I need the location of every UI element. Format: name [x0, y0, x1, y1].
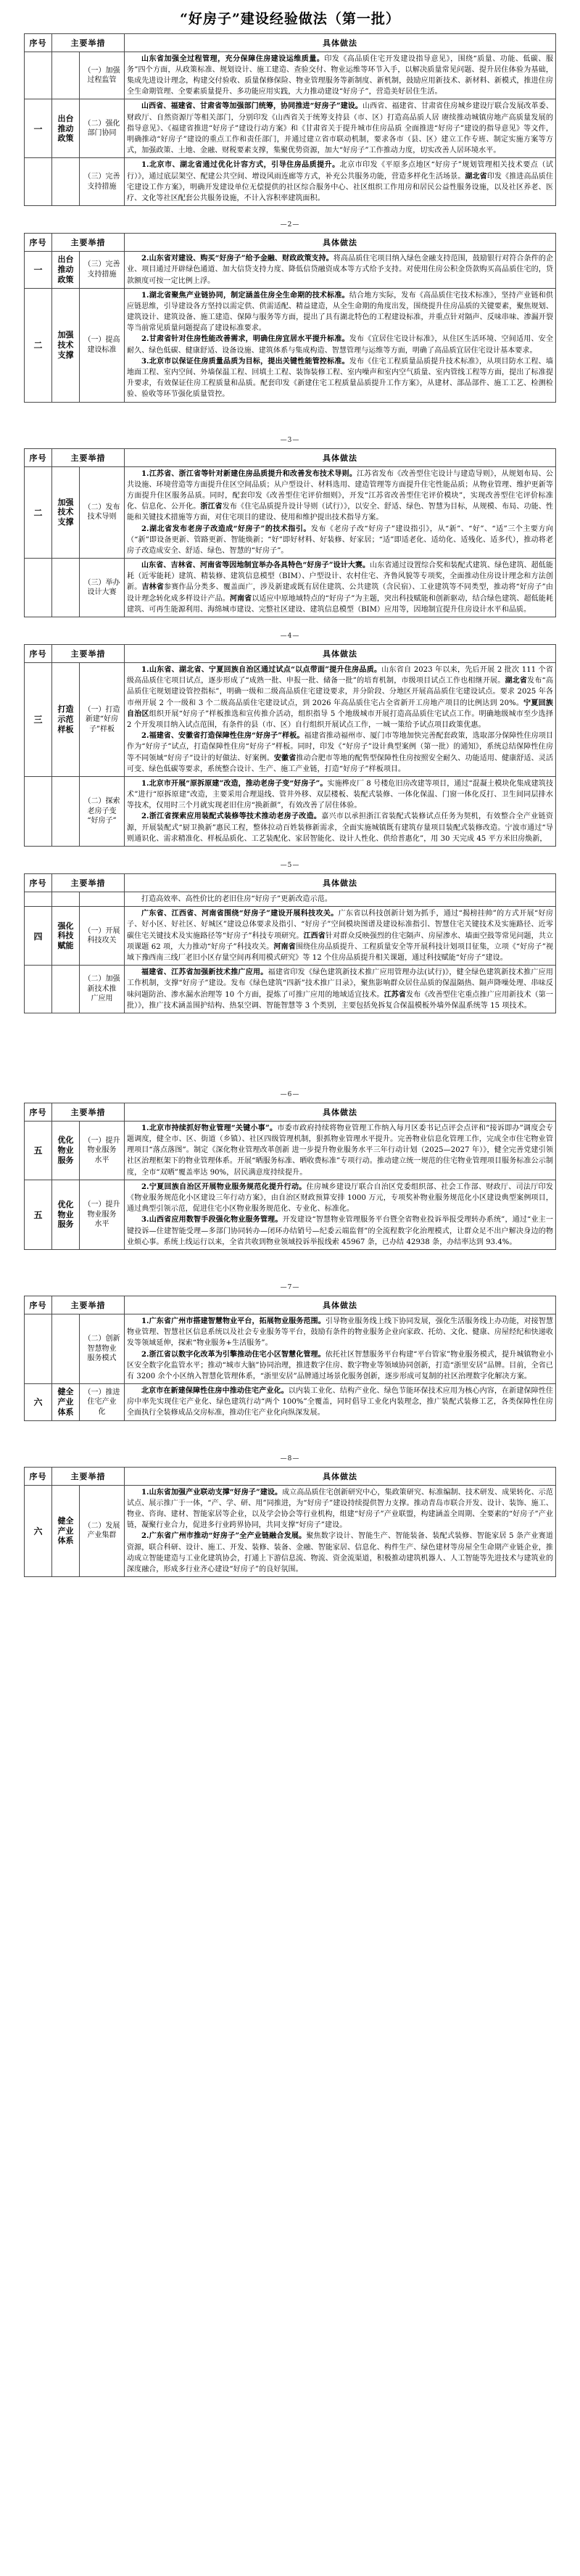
column-header-practice: 具体做法	[125, 874, 556, 892]
table-row	[25, 1485, 556, 1577]
cell-main-measure: 强化 科技 赋能	[52, 907, 80, 966]
page-number: —4—	[280, 633, 300, 640]
column-header-seq: 序号	[25, 1467, 52, 1485]
table-row	[25, 559, 556, 617]
table-row	[25, 466, 556, 559]
document-page	[0, 432, 580, 617]
table-row	[25, 663, 556, 777]
document-page	[0, 1279, 580, 1421]
cell-sub-measure: （一）提升 物业服务 水平	[80, 1121, 125, 1180]
cell-main-measure: 健全 产业 体系	[52, 1485, 80, 1577]
column-header-measure: 主要举措	[52, 874, 125, 892]
cell-sequence-number: 二	[25, 466, 52, 559]
page-spacer	[0, 847, 580, 857]
column-header-seq: 序号	[25, 234, 52, 252]
cell-specific-practice: 山东省加强全过程管理，充分保障住房建设运维质量。印发《高品质住宅开发建设指导意见》，围绕“质量、功能、低碳、服务”四个方面，从政策标准、规划设计、施工建造、查验交付、物业运维等环节入手，以解决质量常见问题、提升居住体验为基础，集成先进设计理念，构建交付验收、质量保修保险、物业管理服务等新制度、新机制，鼓励应用新技术、新材料、新模式，推进住房全生命期管理、全要素质量提升、多功能应用实践，大力推动建设“好房子”，营造美好居住生活。	[125, 52, 556, 99]
cell-main-measure: 优化 物业 服务	[52, 1121, 80, 1180]
table-row	[25, 1314, 556, 1383]
table-header-row	[25, 448, 556, 466]
column-header-practice: 具体做法	[125, 1103, 556, 1121]
table-header-row	[25, 234, 556, 252]
table-row	[25, 1180, 556, 1249]
page-number: —7—	[280, 1283, 300, 1291]
document-page	[0, 627, 580, 847]
cell-specific-practice: 打造高效率、高性价比的老旧住房“好房子”更新改造示范。	[125, 892, 556, 907]
cell-main-measure	[52, 776, 80, 846]
cell-sub-measure: （一）开展 科技攻关	[80, 907, 125, 966]
column-header-measure: 主要举措	[52, 234, 125, 252]
cell-sub-measure: （三）完善 支持措施	[80, 158, 125, 206]
cell-sequence-number: 六	[25, 1485, 52, 1577]
table-header-row	[25, 1103, 556, 1121]
table-header-row	[25, 33, 556, 52]
cell-sub-measure: （三）完善 支持措施	[80, 252, 125, 289]
column-header-seq: 序号	[25, 1103, 52, 1121]
practices-table	[24, 448, 556, 617]
table-row	[25, 99, 556, 158]
cell-sub-measure	[80, 892, 125, 907]
cell-specific-practice: 福建省、江苏省加强新技术推广应用。福建省印发《绿色建筑新技术推广应用管理办法(试行)》，健全绿色建筑新技术推广应用工作机制，支撑“好房子”建设。发布《绿色建筑“四新”技术推广目录》，聚焦影响群众居住品质的保温隔热、隔声降噪处理、串味反味问题防治、渗水漏水治理等 10 个方面，提炼了可推广应用的地域适宜技术。江苏省发布《改善型住宅重点推广应用新技术（第一批）》，推广技术涵盖围护结构、热泵空调、智能智慧等 3 个类别，主要包括免拆复合保温模板外墙外保温系统等 15 项技术。	[125, 966, 556, 1013]
page-number: —5—	[280, 862, 300, 869]
table-row	[25, 158, 556, 206]
cell-specific-practice: 1.山东省、湖北省、宁夏回族自治区通过试点“以点带面”提升住房品质。山东省自 2023 年以来，先后开展 2 批次 111 个省级高品质住宅项目试点，逐步形成了“成熟一批、申报一批、储备一批”的培育机制，市级项目试点工作也相继开展。湖北省发布“高品质住宅规划建设管控指标”，明确一级和二级高品质住宅建设要求，并分阶段、分地区开展高品质住宅建设试点。要求 2025 年各市州开展 2 个一级和 3 个二级高品质住宅建设试点，到 2026 年高品质住宅占全省新开工房地产项目的比例达到 20%。宁夏回族自治区组织开展“好房子”样板推选和宣传推介活动，组织指导 5 个地级城市开展打造高品质住宅试点工作。明确地级城市至少选择 2 个开发项目纳入试点范围，有条件的县（市、区）自行组织开展试点工作，一城一策给予试点项目政策优惠。 2.福建省、安徽省打造保障性住房“好房子”样板。福建省推动福州市、厦门市等地加快完善配套政策，选取部分保障性住房项目作为“好房子”试点，打造保障性住房“好房子”样板。同时，印发《“好房子”设计典型案例（第一批）的通知》，系统总结保障性住房等不同领域“好房子”设计的好做法、好案例。安徽省推动合肥市等地的配售型保障性住房按照安全耐久、功能适用、健康舒适、灵活可变、绿色低碳等要求，系统整合设计、生产、施工产业链，打造“好房子”样板项目。	[125, 663, 556, 777]
cell-sub-measure: （一）提高 建设标准	[80, 288, 125, 402]
page-spacer	[0, 1421, 580, 1450]
cell-specific-practice: 山东省、吉林省、河南省等因地制宜举办各具特色“好房子”设计大赛。山东省通过设置综合奖和装配式建筑、绿色建筑、超低能耗（近零能耗）建筑、精装修、建筑信息模型（BIM）、户型设计、农村住宅、齐鲁风貌等专项奖，全面推动住房设计理念和方法创新。吉林省参赛作品分类多、覆盖面广，涉及新建或既有居住建筑、公共建筑（含民宿）、工业建筑等不同类型，推动将“好房子”由设计理念转化成多样设计产品。河南省以适应中原地域特点的“好房子”为主题，突出科技赋能和创新驱动，结合绿色建筑、超低能耗建筑、可再生能源利用、海绵城市建设、完整社区建设、建筑信息模型（BIM）应用等，因地制宜提升住房设计水平和品质。	[125, 559, 556, 617]
table-row	[25, 1384, 556, 1421]
cell-sequence-number: 四	[25, 907, 52, 966]
cell-main-measure: 出台 推动 政策	[52, 99, 80, 158]
cell-main-measure: 加强 技术 支撑	[52, 288, 80, 402]
cell-main-measure	[52, 52, 80, 99]
practices-table	[24, 233, 556, 402]
page-spacer	[0, 1250, 580, 1279]
document-page	[0, 1450, 580, 1578]
column-header-practice: 具体做法	[125, 1296, 556, 1314]
column-header-seq: 序号	[25, 874, 52, 892]
cell-specific-practice: 1.江苏省、浙江省等针对新建住房品质提升和改善发布技术导则。江苏省发布《改善型住宅设计与建造导则》，从规划布局、公共设施、环境营造等方面提升住区空间品质；从户型设计、材料选用、建造管理等方面提升住宅性能品质；从物业管理、维护更新等方面提升住区服务品质。同时，配套印发《改善型住宅评价细则》，开发“江苏省改善型住宅评价模块”，实现改善型住宅评价标准化、信息化、公开化。浙江省发布《住宅品质提升设计导则（试行）》，以安全、舒适、绿色、智慧为目标，从规模、布局、功能、性能和关键技术措施等方面，对住宅项目的建设、使用和维护提出技术指导方案。 2.湖北省发布老房子改造成“好房子”的技术指引。发布《老房子改“好房子”建设指引》，从“新”、“好”、“适”三个主要方向（“新”即设备更新、管路更新、智能焕新；“好”即好材料、好装修、好家居；“适”即适老化、适幼化、适残化、适多代），推动将老房子改造成安全、舒适、绿色、智慧的“好房子”。	[125, 466, 556, 559]
cell-sub-measure: （二）加强 新技术推 广应用	[80, 966, 125, 1013]
column-header-seq: 序号	[25, 645, 52, 663]
cell-sequence-number: 五	[25, 1121, 52, 1180]
table-header-row	[25, 645, 556, 663]
pages-container	[0, 33, 580, 1577]
cell-specific-practice: 山西省、福建省、甘肃省等加强部门统筹，协同推进“好房子”建设。山西省、福建省、甘肃省住房城乡建设厅联合发展改革委、财政厅、自然资源厅等相关部门，分别印发《山西省关于统筹支持县（市、区）打造高品质人居 赓续推动城镇房地产高质量发展的指导意见》、《福建省推进“好房子”建设行动方案》和《甘肃省关于提升城市住房品质 全面推进“好房子”建设的指导意见》等文件，明确推动“好房子”建设的重点工作和责任部门，并通过建立省市联动机制，要求各市（县、区）建立工作专班、制定实施方案等方式，加强政策、土地、金融、财税要素支撑，集聚优势资源，加大“好房子”工作推动力度，切实改善人居环境水平。	[125, 99, 556, 158]
cell-sequence-number	[25, 966, 52, 1013]
cell-sequence-number: 一	[25, 99, 52, 158]
cell-sub-measure: （二）发布 技术导则	[80, 466, 125, 559]
column-header-measure: 主要举措	[52, 1103, 125, 1121]
cell-sequence-number: 五	[25, 1180, 52, 1249]
cell-main-measure	[52, 559, 80, 617]
cell-main-measure	[52, 158, 80, 206]
cell-specific-practice: 1.山东省加强产业联动支撑“好房子”建设。成立高品质住宅创新研究中心，集政策研究、标准编制、技术研发、成果转化、示范试点、展示推广于一体，“产、学、研、用”同推进，为“好房子”建设持续提供智力支撑。推动青岛市联合开发、设计、装饰、施工、物业、咨询、建材、智能家居等企业，以及学会协会等行业机构，组建“好房子”产业联盟，构建涵盖全周期、全要素的“好房子”产业链，凝聚行业合力，促进多行业跨界协同，共同支撑“好房子”建设。 2.广东省广州市推动“好房子”全产业链融合发展。聚焦数字设计、智能生产、智能装备、装配式装修、智能家居 5 条产业赛道资源，联合科研、设计、施工、开发、装修、装备、金融、智能家居、信息化、构件生产、绿色建材等房屋全生命期产业链企业，推动成立智能建造与工业化建筑协会，打通上下游信息流、物流、资金流渠道，积极推动建筑机器人、人工智能等先进技术与建筑业的深度融合，形成多行业齐心建设“好房子”的良好氛围。	[125, 1485, 556, 1577]
cell-sequence-number	[25, 776, 52, 846]
document-page	[0, 857, 580, 1013]
cell-sub-measure: （二）创新 智慧物业 服务模式	[80, 1314, 125, 1383]
cell-sequence-number	[25, 1314, 52, 1383]
column-header-practice: 具体做法	[125, 1467, 556, 1485]
table-row	[25, 907, 556, 966]
column-header-seq: 序号	[25, 33, 52, 52]
page-spacer	[0, 206, 580, 216]
table-row	[25, 1121, 556, 1180]
column-header-measure: 主要举措	[52, 645, 125, 663]
cell-specific-practice: 北京市在新建保障性住房中推动住宅产业化。以内装工业化、结构产业化、绿色节能环保技术应用为核心内容，在新建保障性住房中率先实现住宅产业化、绿色建筑行动“两个 100%”全覆盖，同时倡导工业化内装理念，推广装配式装修工艺，各类保障性住房全面执行全装修成品交房标准，推动住宅产业化向纵深发展。	[125, 1384, 556, 1421]
cell-sub-measure: （二）探索 老房子变 “好房子”	[80, 776, 125, 846]
table-header-row	[25, 874, 556, 892]
cell-main-measure	[52, 892, 80, 907]
document-page	[0, 1086, 580, 1250]
page-title: “好房子”建设经验做法（第一批）	[180, 11, 400, 27]
cell-specific-practice: 2.宁夏回族自治区开展物业服务规范化提升行动。住房城乡建设厅联合自治区党委组织部、社会工作部、财政厅、司法厅印发《物业服务规范化小区建设三年行动方案》，由自治区财政预算安排 1000 万元，专项奖补物业服务规范化小区建设典型案例项目，通过典型引领示范，促进住宅小区物业服务规范化、专业化、标准化。 3.山西省应用数智手段强化物业服务管理。开发建设“智慧物业管理服务平台暨全省物业投诉举报受理转办系统”，通过“业主一键投诉—住建智能受理—多部门协同转办—闭环办结销号—纪委云端监督”的全流程数字化治理模式，让群众足不出户解决身边的物业烦心事。系统上线运行以来，全省共收到物业领域投诉举报线索 45967 条，已办结 42938 条，办结率达到 93.4%。	[125, 1180, 556, 1249]
cell-sub-measure: （三）举办 设计大赛	[80, 559, 125, 617]
cell-sequence-number: 六	[25, 1384, 52, 1421]
page-spacer	[0, 1013, 580, 1086]
column-header-practice: 具体做法	[125, 645, 556, 663]
column-header-measure: 主要举措	[52, 448, 125, 466]
page-number: —6—	[280, 1090, 300, 1098]
document-page	[0, 216, 580, 402]
cell-sub-measure: （一）推进 住宅产业 化	[80, 1384, 125, 1421]
cell-main-measure	[52, 966, 80, 1013]
cell-sequence-number: 三	[25, 663, 52, 777]
column-header-measure: 主要举措	[52, 1467, 125, 1485]
page-number: —8—	[280, 1454, 300, 1462]
page-spacer	[0, 403, 580, 432]
cell-sub-measure: （二）强化 部门协同	[80, 99, 125, 158]
table-row	[25, 966, 556, 1013]
document-page	[0, 33, 580, 206]
cell-sequence-number	[25, 559, 52, 617]
page-number: —3—	[280, 436, 300, 444]
table-row	[25, 288, 556, 402]
practices-table	[24, 644, 556, 847]
table-row	[25, 52, 556, 99]
practices-table	[24, 33, 556, 206]
cell-main-measure: 打造 示范 样板	[52, 663, 80, 777]
cell-sub-measure: （一）加强 过程监管	[80, 52, 125, 99]
cell-main-measure: 优化 物业 服务	[52, 1180, 80, 1249]
table-row	[25, 252, 556, 289]
cell-specific-practice: 1.湖北省聚焦产业链协同，制定涵盖住房全生命期的技术标准。结合地方实际，发布《高品质住宅技术标准》，坚持产业链和供应链思维，引导建设各方坚持以需定供、供需适配、精益建造，从全生命期的角度出发，围绕提升住房品质的关键要素，聚焦规划、建筑设计、建筑设备、施工建造、保障与服务等方面，提出了具有湖北特色的工程建设标准，并重点针对隔声、反味串味、渗漏开裂等当前常见质量问题提高了建设标准要求。 2.甘肃省针对住房性能改善需求，明确住房宜居水平提升标准。发布《宜居住宅设计标准》，从住区生活环境、空间适用、安全耐久、绿色低碳、健康舒适、设备设施、建筑体系与集成构造、智慧管理与运维等方面，明确了高品质宜居住宅设计基本要求。 3.北京市以保证住房质量品质为目标，提出关键性能管控标准。发布《住宅工程质量品质提升技术标准》，从项目防水工程、墙地面工程、室内空间、外墙保温工程、回填土工程、装饰装修工程、室内噪声和室内空气质量、室内管线工程等方面，提出了标准提升要求，有效保证住房工程质量和品质。配套印发《新建住宅工程质量品质提升工作方案》，从建材、部品部件、施工工艺、检测检验、验收等环节强化质量管控。	[125, 288, 556, 402]
cell-main-measure: 加强 技术 支撑	[52, 466, 80, 559]
table-header-row	[25, 1296, 556, 1314]
cell-sub-measure: （一）提升 物业服务 水平	[80, 1180, 125, 1249]
table-row	[25, 892, 556, 907]
cell-specific-practice: 1.广东省广州市搭建智慧物业平台，拓展物业服务范围。引导物业服务线上线下协同发展，强化生活服务线上办功能，对接智慧物业管理、智慧社区信息系统以及社会专业服务等平台，鼓励有条件的物业服务企业向家政、托幼、文化、健康、房屋经纪和快递收发等领域延伸，探索“物业服务+生活服务”。 2.浙江省以数字化改革为引擎推动住宅小区智慧化管理。依托社区智慧服务平台构建“平台管家”物业服务模式，提升城镇物业小区安全数字化监管水平；推动“城市大脑”协同治理，推进数字住房、数字物业等领域协同创新，打造“浙里安居”品牌。目前，全省已有 3200 余个小区纳入智慧化管理体系，“浙里安居”品牌通过场景化服务创新，逐步形成可复制的社区治理数字化解决方案。	[125, 1314, 556, 1383]
practices-table	[24, 1103, 556, 1250]
table-header-row	[25, 1467, 556, 1485]
cell-sequence-number	[25, 158, 52, 206]
cell-main-measure: 出台 推动 政策	[52, 252, 80, 289]
page-spacer	[0, 617, 580, 627]
practices-table	[24, 1467, 556, 1578]
cell-specific-practice: 1.北京市开展“原拆原建”改造，推动老房子变“好房子”。实施桦皮厂 8 号楼危旧房改建等项目，通过“混凝土模块化集成建筑技术”进行“原拆原建”改造，主要采用合理退线、管井外移、双层楼板、装配式装修、一体化保温、门窗一体化反打、卫生间同层排水等技术，仅用时三个月就实现老旧住房“换新颜”，有效改善了居住体验。 2.浙江省探索应用装配式装修等技术推动老房子改造。嘉兴市以承担浙江省装配式装修试点任务为契机，有效整合全产业链资源，开展装配式“厨卫换新”惠民工程，整体拉动百姓装修新需求，全面实施城镇既有建筑存量项目装配式装修改造。宁波市通过“导则通识化、需求精准化、样板品质化、工艺装配化、家居智能化、设计人性化、供给普惠化”，用 30 天完成 45 平方米旧房焕新，	[125, 776, 556, 846]
cell-main-measure	[52, 1314, 80, 1383]
cell-specific-practice: 2.山东省对建设、购买“好房子”给予金融、财政政策支持。将高品质住宅项目纳入绿色金融支持范围，鼓励银行对符合条件的企业、项目通过开辟绿色通道、加大信贷支持力度、降低信贷融资成本等方式给予支持。对使用住房公积金贷款购买高品质住宅的，贷款额度可按一定比例上浮。	[125, 252, 556, 289]
cell-specific-practice: 广东省、江西省、河南省围绕“好房子”建设开展科技攻关。广东省以科技创新计划为抓手，通过“揭榜挂帅”的方式开展“好房子、好小区、好社区、好城区”建设总体要求及指引、“好房子”空间模块图谱及建设标准指引、智慧住宅关键技术及实施路径、近零碳住宅关键技术及实施路径等“好房子”科技专项研究。江西省针对群众反映强烈的住宅隔声、房屋渗水、墙面空鼓等常见问题，共立项课题 62 项，大力推动“好房子”科技攻关。河南省围绕住房品质提升、工程质量安全等开展科技计划项目征集，立项《“好房子”视域下豫西南三线厂老旧小区存量空间再利用模式研究》等 12 个住房品质提升相关课题，通过科技赋能“好房子”建设。	[125, 907, 556, 966]
column-header-practice: 具体做法	[125, 234, 556, 252]
cell-sub-measure: （二）发展 产业集群	[80, 1485, 125, 1577]
practices-table	[24, 873, 556, 1013]
cell-sequence-number	[25, 892, 52, 907]
cell-sub-measure: （一）打造 新建“好房 子”样板	[80, 663, 125, 777]
cell-sequence-number: 一	[25, 252, 52, 289]
column-header-seq: 序号	[25, 1296, 52, 1314]
cell-main-measure: 健全 产业 体系	[52, 1384, 80, 1421]
column-header-practice: 具体做法	[125, 33, 556, 52]
practices-table	[24, 1296, 556, 1421]
cell-specific-practice: 1.北京市、湖北省通过优化计容方式，引导住房品质提升。北京市印发《平原多点地区“好房子”规划管理相关技术要点（试行）》，通过底层架空、配建公共空间、增设风雨连廊等方式，补充公共服务功能，营造多样化生活场景。湖北省印发《推进高品质住宅建设工作方案》，明确开发建设单位无偿提供的社区综合服务中心、社区组织工作用房和居民公益性服务设施，以及社区养老、医疗、文化等社区配套公共服务设施，不计入容积率建筑面积。	[125, 158, 556, 206]
cell-specific-practice: 1.北京市持续抓好物业管理“关键小事”。市委市政府持续将物业管理工作纳入每月区委书记点评会点评和“接诉即办”调度会专题调度，健全市、区、街道（乡镇）、社区四级管理机制，狠抓物业管理水平提升。完善物业信息化管理工作，完成全市住宅物业管理项目“落点落图”。制定《深化物业管理改革创新 进一步提升物业服务水平三年行动计划（2025—2027 年）》，健全完善党建引领社区治理框架下的物业管理体系。开展“晒服务标准、晒收费标准”专项行动。推动建立统一规范的住宅物业管理项目服务标准公示制度，全市“双晒”覆盖率达 90%，居民满意度持续提升。	[125, 1121, 556, 1180]
column-header-seq: 序号	[25, 448, 52, 466]
table-row	[25, 776, 556, 846]
cell-sequence-number	[25, 52, 52, 99]
column-header-practice: 具体做法	[125, 448, 556, 466]
page-number: —2—	[280, 221, 300, 229]
cell-sequence-number: 二	[25, 288, 52, 402]
column-header-measure: 主要举措	[52, 1296, 125, 1314]
column-header-measure: 主要举措	[52, 33, 125, 52]
